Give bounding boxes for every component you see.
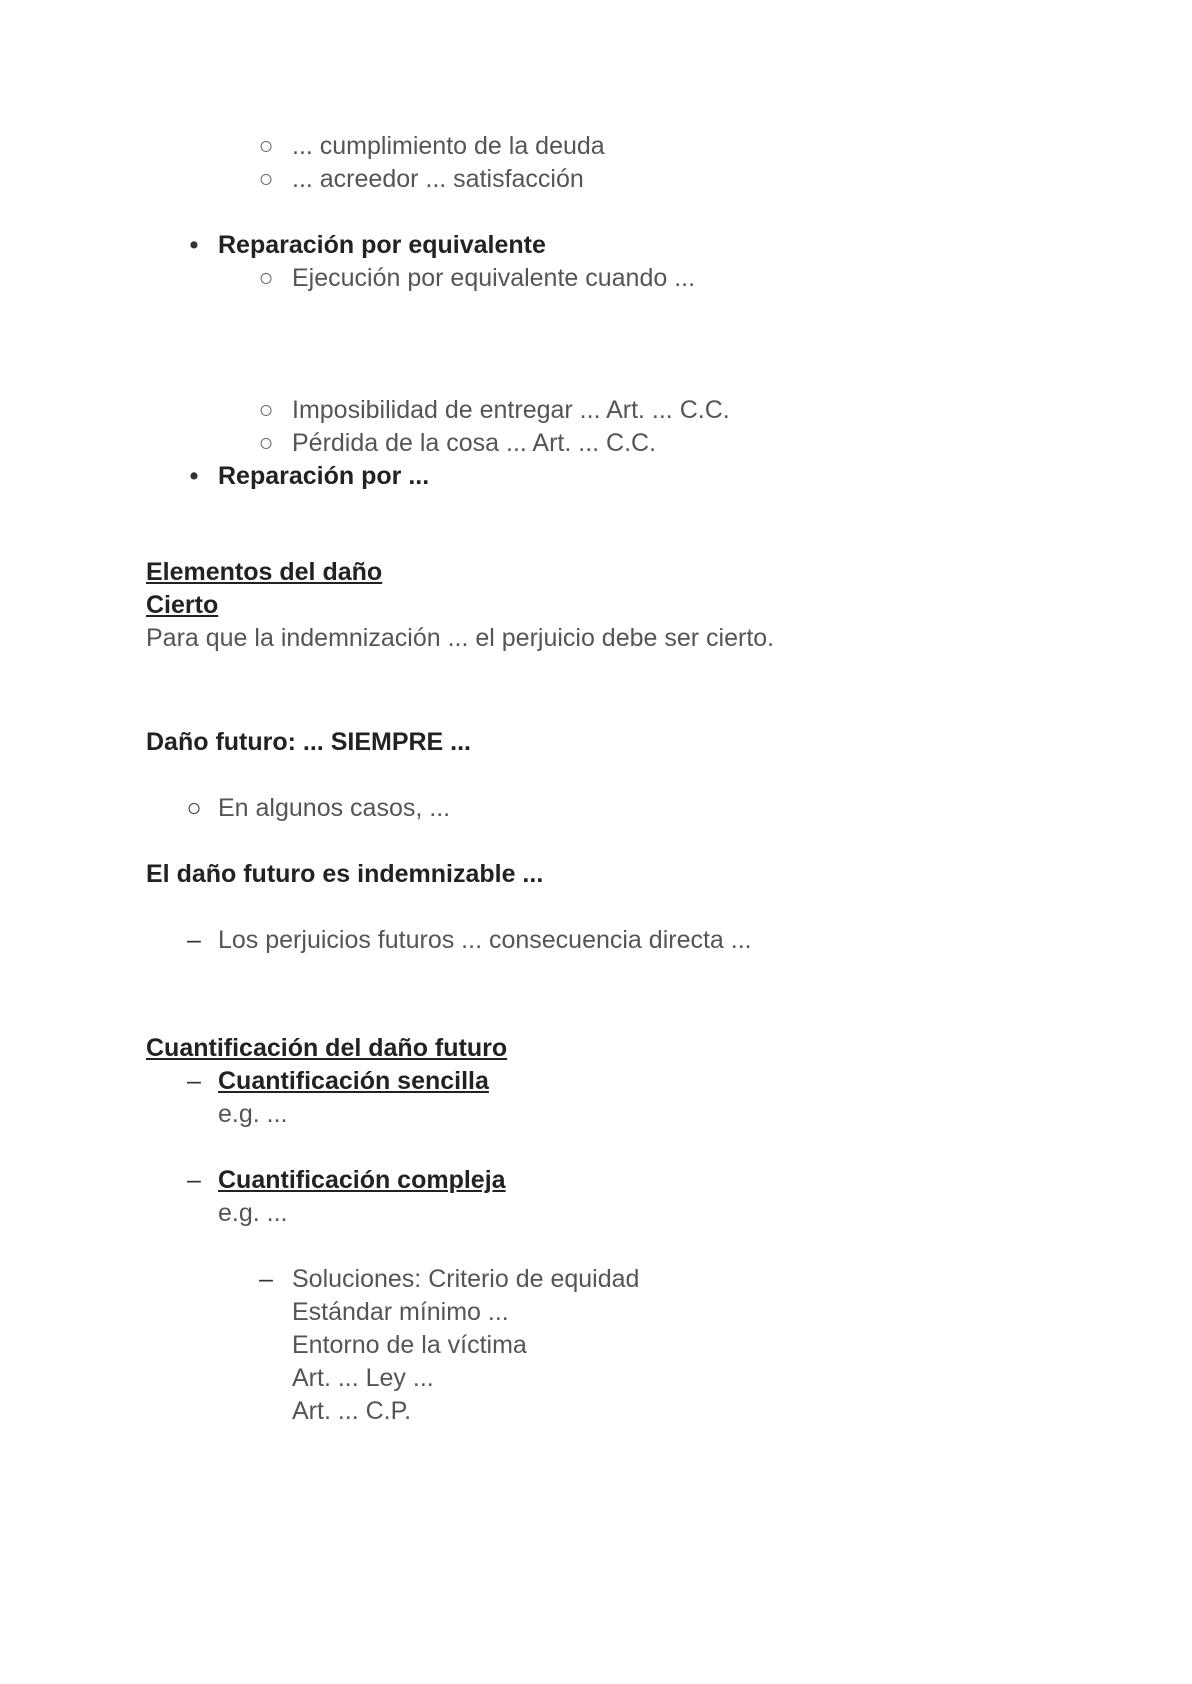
- hollow-bullet-icon: ○: [258, 264, 274, 292]
- list-item: • Reparación por ...: [146, 460, 1046, 493]
- section-cuantificacion: [146, 1032, 1046, 1428]
- bold-statement: El daño futuro es indemnizable ...: [146, 860, 544, 888]
- list-item: ○ ... cumplimiento de la deuda: [146, 130, 1046, 163]
- section-heading: Cuantificación del daño futuro: [146, 1034, 508, 1062]
- filled-bullet-icon: •: [189, 231, 199, 259]
- section-subheading: Cierto: [146, 591, 219, 619]
- hollow-bullet-icon: ○: [258, 396, 274, 424]
- item-text: e.g. ...: [218, 1199, 288, 1227]
- list-item: – Cuantificación compleja: [146, 1164, 1046, 1197]
- list-item: ○ Ejecución por equivalente cuando ...: [146, 262, 1046, 295]
- list-item: ○ En algunos casos, ...: [146, 792, 1046, 825]
- section-elementos: [146, 556, 1046, 655]
- list-item: ○ Imposibilidad de entregar ... Art. ... C.C.: [146, 394, 1046, 427]
- bold-statement: Daño futuro: ... SIEMPRE ...: [146, 728, 471, 756]
- list-item: • Reparación por equivalente: [146, 229, 1046, 262]
- hollow-bullet-icon: ○: [186, 794, 202, 822]
- dash-bullet-icon: –: [259, 1265, 273, 1293]
- section-futuro: [146, 726, 1046, 957]
- hollow-bullet-icon: ○: [258, 165, 274, 193]
- top-list: [146, 130, 1046, 493]
- item-text: e.g. ...: [218, 1100, 288, 1128]
- sub-line: Entorno de la víctima: [292, 1331, 527, 1359]
- paragraph: Para que la indemnización ... el perjuicio debe ser cierto.: [146, 624, 775, 652]
- sub-line: Art. ... Ley ...: [292, 1364, 434, 1392]
- hollow-bullet-icon: ○: [258, 132, 274, 160]
- section-heading: Elementos del daño: [146, 558, 383, 586]
- sub-line: Estándar mínimo ...: [292, 1298, 509, 1326]
- list-item: ○ ... acreedor ... satisfacción: [146, 163, 1046, 196]
- dash-bullet-icon: –: [187, 926, 201, 954]
- list-item: – Soluciones: Criterio de equidad: [146, 1263, 1046, 1296]
- filled-bullet-icon: •: [189, 462, 199, 490]
- list-item: – Los perjuicios futuros ... consecuencia directa ...: [146, 924, 1046, 957]
- sub-line: Art. ... C.P.: [292, 1397, 412, 1425]
- dash-bullet-icon: –: [187, 1166, 201, 1194]
- dash-bullet-icon: –: [187, 1067, 201, 1095]
- list-item: – Cuantificación sencilla: [146, 1065, 1046, 1098]
- list-item: ○ Pérdida de la cosa ... Art. ... C.C.: [146, 427, 1046, 460]
- hollow-bullet-icon: ○: [258, 429, 274, 457]
